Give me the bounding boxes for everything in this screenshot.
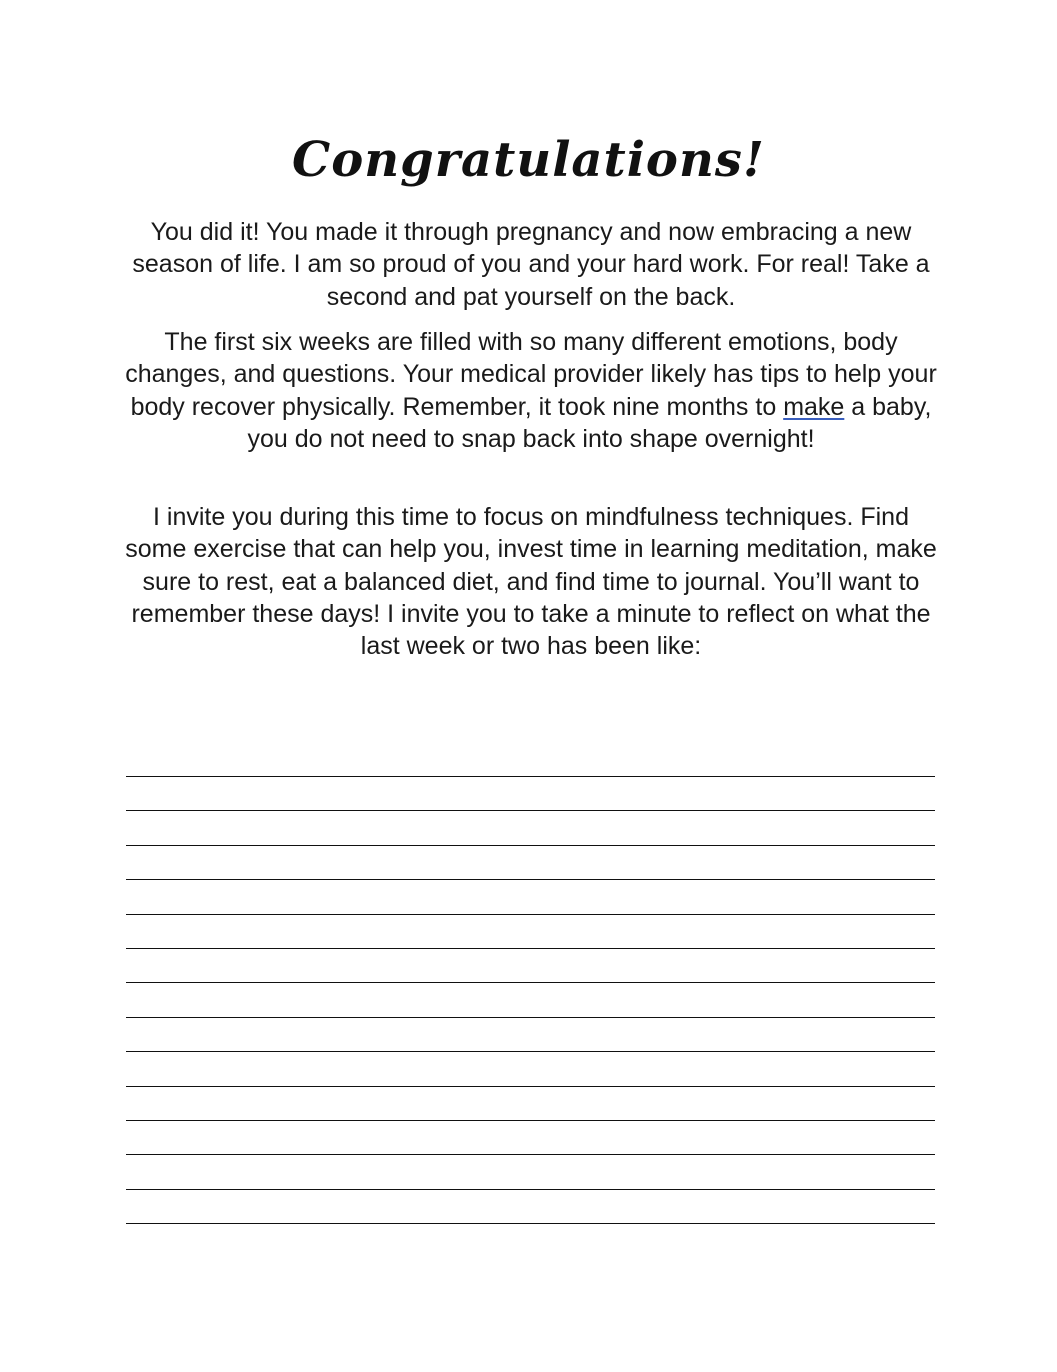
writing-line[interactable] <box>126 879 935 880</box>
writing-line[interactable] <box>126 845 935 846</box>
writing-line[interactable] <box>126 1017 935 1018</box>
recovery-text-start: The first six weeks are filled with so many different emotions, body changes, and questions. Your medical provider likely has tips to help your body recover physically. Remember, it took nine months to <box>125 328 937 421</box>
writing-line[interactable] <box>126 982 935 983</box>
writing-line[interactable] <box>126 948 935 949</box>
writing-line[interactable] <box>126 776 935 777</box>
page-title: Congratulations! <box>292 132 765 188</box>
writing-line[interactable] <box>126 1223 935 1224</box>
mindfulness-paragraph: I invite you during this time to focus on mindfulness techniques. Find some exercise that can help you, invest time in learning meditation, make sure to rest, eat a balanced diet, and find time to journal. You’ll want to remember these days! I invite you to take a minute to reflect on what the last week or two has been like: <box>125 503 937 661</box>
writing-line[interactable] <box>126 810 935 811</box>
journal-writing-area[interactable] <box>126 0 935 1372</box>
writing-line[interactable] <box>126 914 935 915</box>
recovery-text-end: a baby, you do not need to snap back into shape overnight! <box>247 392 932 453</box>
writing-line[interactable] <box>126 1189 935 1190</box>
writing-line[interactable] <box>126 1154 935 1155</box>
writing-line[interactable] <box>126 1120 935 1121</box>
writing-line[interactable] <box>126 1086 935 1087</box>
make-link[interactable]: make <box>783 392 845 421</box>
writing-line[interactable] <box>126 1051 935 1052</box>
intro-paragraph: You did it! You made it through pregnancy and now embracing a new season of life. I am so proud of you and your hard work. For real! Take a second and pat yourself on the back. <box>132 218 930 311</box>
